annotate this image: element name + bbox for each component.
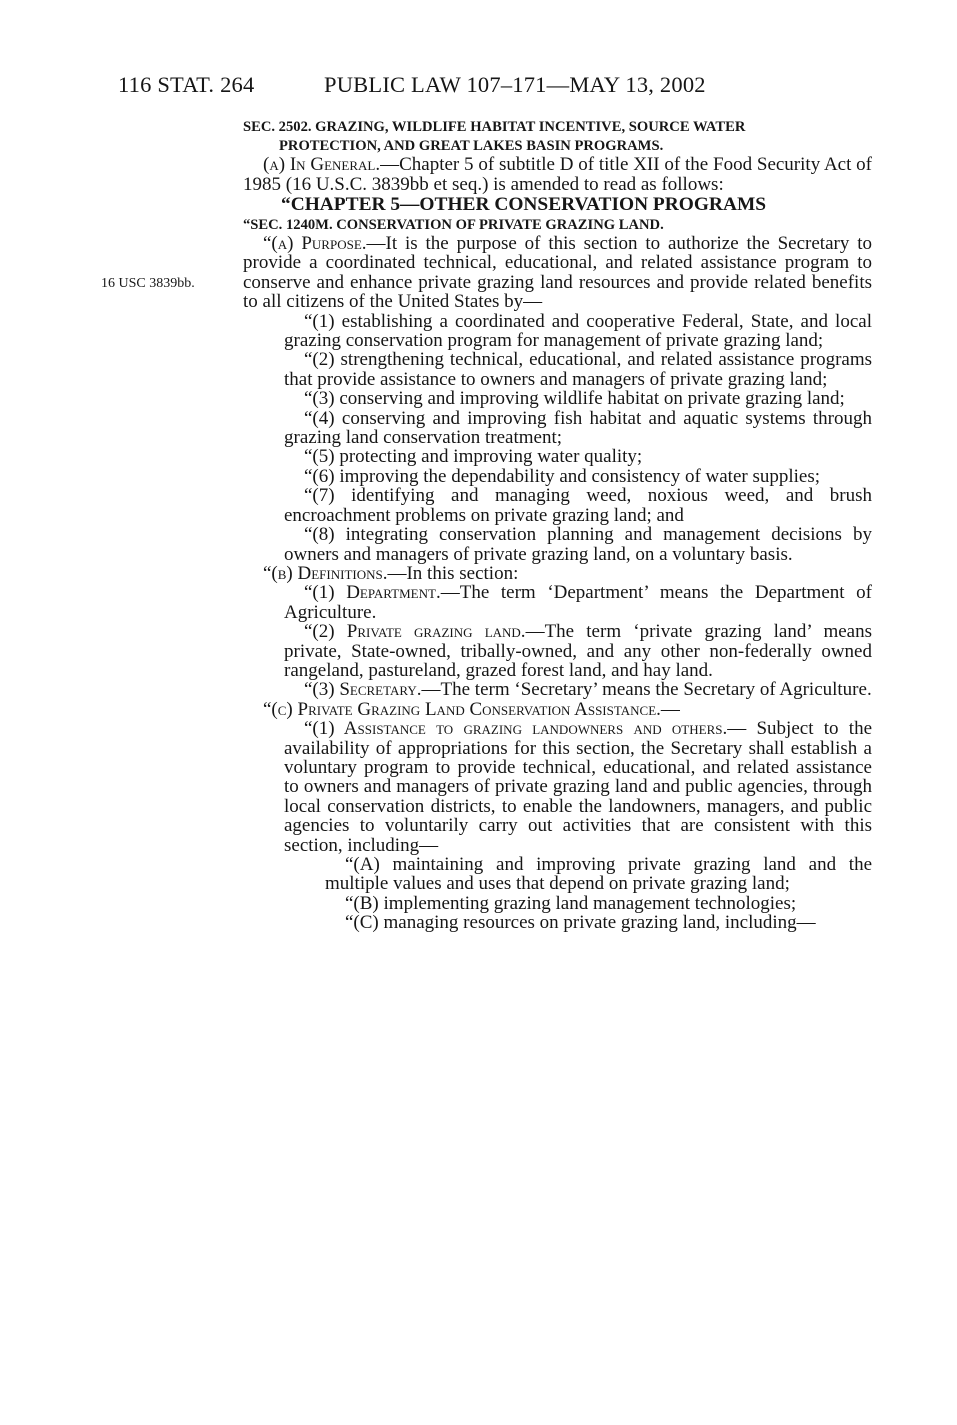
section-heading	[243, 118, 872, 155]
margin-citation: 16 USC 3839bb.	[101, 276, 195, 291]
purpose-paragraph	[243, 234, 872, 312]
purpose-label: “(a) Purpose.	[263, 233, 367, 254]
subsection-a-label: (a) In General.	[263, 154, 381, 176]
purpose-item: “(3) conserving and improving wildlife habitat on private grazing land;	[304, 388, 845, 410]
running-head-title: PUBLIC LAW 107–171—MAY 13, 2002	[324, 72, 706, 97]
definition-text: —The term ‘private grazing land’ means private, State-owned, tribally-owned, and any other non-federally owned rangeland, pastureland, grazed forest land, and hay land.	[284, 621, 872, 681]
purpose-item: “(7) identifying and managing weed, noxious weed, and brush encroachment problems on private grazing land; and	[284, 485, 872, 526]
assistance-heading: “(c) Private Grazing Land Conservation Assistance.—	[263, 698, 680, 720]
page-citation: 116 STAT. 264	[118, 72, 255, 97]
definition-text: —The term ‘Secretary’ means the Secretary of Agriculture.	[421, 679, 872, 701]
definition-text: —The term ‘Department’ means the Department of Agriculture.	[284, 582, 872, 623]
purpose-item: “(6) improving the dependability and consistency of water supplies;	[304, 465, 821, 487]
definitions-paragraph	[243, 564, 872, 583]
definitions-label: “(b) Definitions.	[263, 562, 388, 584]
document-body	[243, 118, 872, 933]
purpose-text: —It is the purpose of this section to authorize the Secretary to provide a coordinated technical, educational, and related assistance program to conserve and enhance private grazing land resources and provide related benefits to all citizens of the United States by—	[243, 233, 872, 313]
assistance-paragraph-1-text: — Subject to the availability of appropriations for this section, the Secretary shall establish a voluntary program to provide technical, educational, and related assistance to owners and managers of private grazing land and public agencies, through local conservation districts, to enable the landowners, managers, and public agencies to voluntarily carry out activities that are consistent with this section, including—	[284, 718, 872, 856]
assistance-subitem: “(A) maintaining and improving private grazing land and the multiple values and uses that depend on private grazing land;	[325, 854, 872, 895]
subsection-a	[243, 155, 872, 194]
section-heading-line2: PROTECTION, AND GREAT LAKES BASIN PROGRAMS.	[279, 137, 664, 154]
definitions-text: —In this section:	[387, 562, 519, 584]
section-heading-line1: SEC. 2502. GRAZING, WILDLIFE HABITAT INCENTIVE, SOURCE WATER	[243, 119, 746, 135]
assistance-subitem: “(C) managing resources on private grazing land, including—	[345, 912, 816, 934]
assistance-paragraph-1-label: “(1) Assistance to grazing landowners and others.	[304, 718, 728, 740]
definition-department	[243, 583, 872, 622]
definition-label: “(1) Department.	[304, 582, 441, 604]
subsection-a-text: —Chapter 5 of subtitle D of title XII of the Food Security Act of 1985 (16 U.S.C. 3839bb et seq.) is amended to read as follows:	[243, 154, 873, 195]
definition-private-grazing-land	[243, 622, 872, 680]
section-1240m-heading: “SEC. 1240M. CONSERVATION OF PRIVATE GRAZING LAND.	[243, 217, 664, 233]
assistance-subitem: “(B) implementing grazing land management technologies;	[345, 892, 797, 914]
definition-label: “(2) Private grazing land.	[304, 621, 526, 643]
purpose-item: “(1) establishing a coordinated and cooperative Federal, State, and local grazing conservation program for management of private grazing land;	[284, 310, 872, 352]
purpose-item: “(5) protecting and improving water quality;	[304, 446, 643, 468]
purpose-item: “(4) conserving and improving fish habitat and aquatic systems through grazing land conservation treatment;	[284, 407, 872, 449]
chapter-title: “CHAPTER 5—OTHER CONSERVATION PROGRAMS	[281, 194, 767, 215]
purpose-item: “(2) strengthening technical, educational, and related assistance programs that provide assistance to owners and managers of private grazing land;	[284, 349, 872, 390]
definition-secretary	[243, 680, 872, 699]
purpose-item: “(8) integrating conservation planning and management decisions by owners and managers of private grazing land, on a voluntary basis.	[284, 524, 872, 565]
definition-label: “(3) Secretary.	[304, 679, 422, 701]
assistance-paragraph-1	[243, 719, 872, 855]
